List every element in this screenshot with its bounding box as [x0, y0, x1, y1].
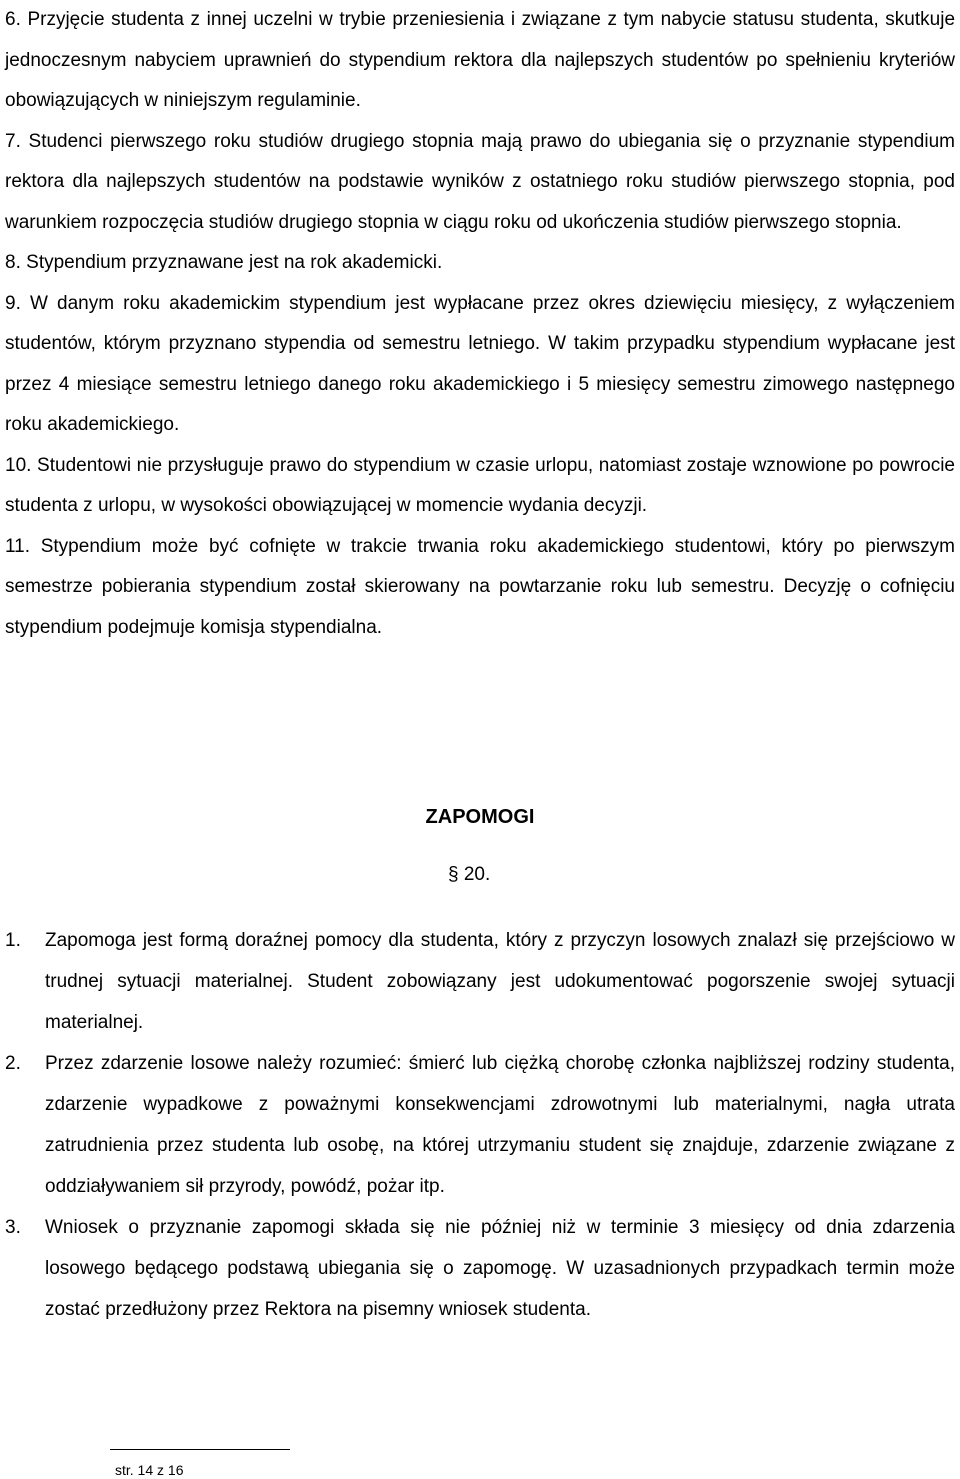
item-text: W danym roku akademickim stypendium jest wypłacane przez okres dziewięciu miesięcy, z wyłączeniem studentów, którym przyznano stypendia od semestru letniego. W takim przypadku stypendium wypłacane jest przez 4 miesiące semestru letniego danego roku akademickiego i 5 miesięcy semestru zimowego następnego roku akademickiego.: [5, 292, 956, 435]
item-number: 2.: [5, 1053, 21, 1074]
list-item: [5, 122, 955, 244]
upper-numbered-list: [5, 0, 955, 648]
item-number: 10.: [5, 454, 32, 476]
item-number: 3.: [5, 1217, 21, 1238]
list-item: [5, 284, 955, 446]
section-heading: ZAPOMOGI: [425, 806, 535, 828]
list-item: [5, 1043, 955, 1207]
item-text: Zapomoga jest formą doraźnej pomocy dla studenta, który z przyczyn losowych znalazł się przejściowo w trudnej sytuacji materialnej. Student zobowiązany jest udokumentować pogorszenie swojej sytuacji materialnej.: [45, 930, 955, 1033]
item-text: Studenci pierwszego roku studiów drugiego stopnia mają prawo do ubiegania się o przyznanie stypendium rektora dla najlepszych studentów na podstawie wyników z ostatniego roku studiów pierwszego stopnia, pod warunkiem rozpoczęcia studiów drugiego stopnia w ciągu roku od ukończenia studiów pierwszego stopnia.: [5, 130, 955, 233]
list-item: [5, 0, 955, 122]
list-item: [5, 446, 955, 527]
item-text: Przyjęcie studenta z innej uczelni w trybie przeniesienia i związane z tym nabycie statusu studenta, skutkuje jednoczesnym nabyciem uprawnień do stypendium rektora dla najlepszych studentów po spełnieniu kryteriów obowiązujących w niniejszym regulaminie.: [5, 9, 956, 111]
list-item: [5, 527, 955, 649]
item-number: 7.: [5, 130, 21, 152]
list-item: [5, 920, 955, 1043]
footer-divider: [110, 1449, 290, 1450]
item-number: 6.: [5, 9, 21, 30]
item-text: Studentowi nie przysługuje prawo do stypendium w czasie urlopu, natomiast zostaje wznowione po powrocie studenta z urlopu, w wysokości obowiązującej w momencie wydania decyzji.: [5, 454, 955, 516]
item-number: 9.: [5, 292, 21, 314]
lower-numbered-list: [5, 920, 955, 1330]
item-number: 11.: [5, 535, 31, 557]
item-text: Stypendium przyznawane jest na rok akademicki.: [26, 252, 443, 273]
page-number: str. 14 z 16: [115, 1462, 184, 1478]
paragraph-number: § 20.: [448, 864, 491, 885]
item-text: Przez zdarzenie losowe należy rozumieć: śmierć lub ciężką chorobę członka najbliższej rodziny studenta, zdarzenie wypadkowe z poważnymi konsekwencjami zdrowotnymi lub materialnymi, nagła utrata zatrudnienia przez studenta lub osobę, na której utrzymaniu student się znajduje, zdarzenie związane z oddziaływaniem sił przyrody, powódź, pożar itp.: [45, 1053, 955, 1197]
item-number: 8.: [5, 252, 21, 273]
item-text: Wniosek o przyznanie zapomogi składa się nie później niż w terminie 3 miesięcy od dnia zdarzenia losowego będącego podstawą ubiegania się o zapomogę. W uzasadnionych przypadkach termin może zostać przedłużony przez Rektora na pisemny wniosek studenta.: [45, 1217, 955, 1320]
item-number: 1.: [5, 930, 21, 951]
list-item: [5, 1207, 955, 1330]
list-item: [5, 243, 955, 284]
item-text: Stypendium może być cofnięte w trakcie trwania roku akademickiego studentowi, który po pierwszym semestrze pobierania stypendium został skierowany na powtarzanie roku lub semestru. Decyzję o cofnięciu stypendium podejmuje komisja stypendialna.: [5, 535, 955, 638]
